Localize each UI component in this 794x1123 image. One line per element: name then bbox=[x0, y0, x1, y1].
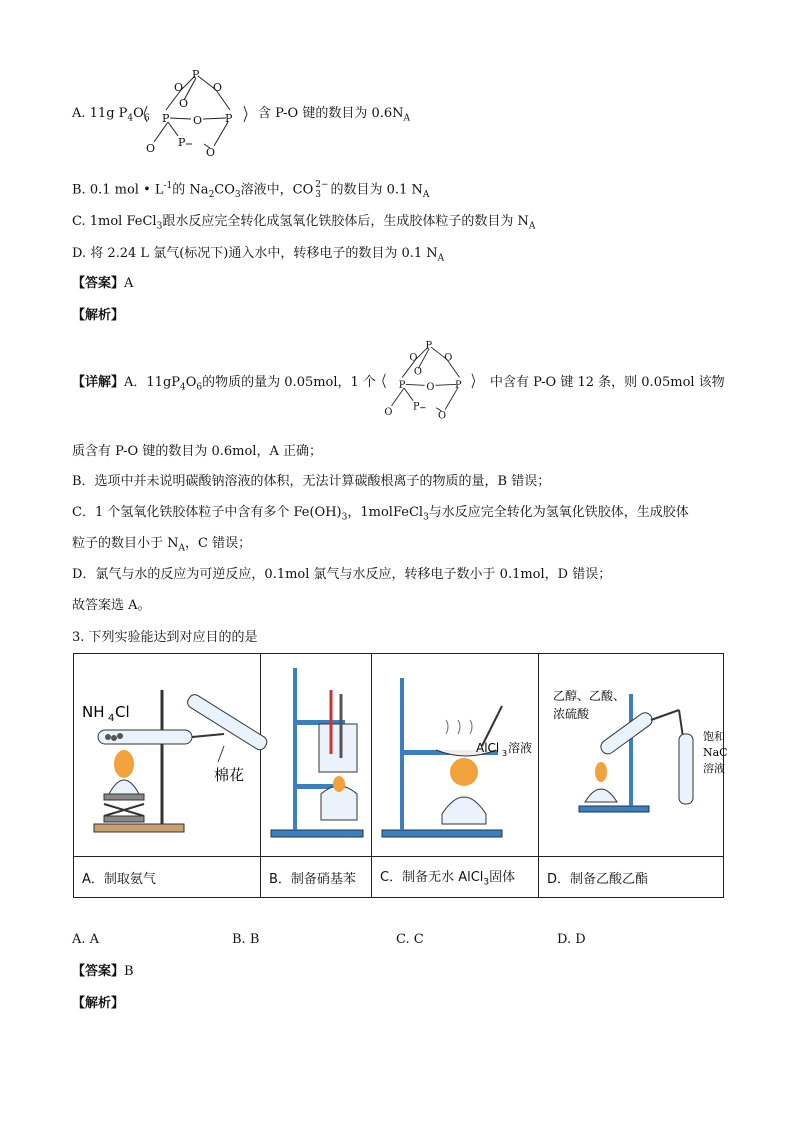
atom-o: O bbox=[174, 81, 184, 94]
text: CO bbox=[214, 182, 235, 198]
atom-o: O bbox=[179, 97, 189, 110]
sub: A bbox=[178, 543, 186, 554]
atom-o: O bbox=[384, 406, 393, 418]
atom-p: P bbox=[398, 380, 406, 392]
answer-value: B bbox=[124, 964, 134, 979]
option-c bbox=[72, 212, 535, 237]
sub: 4 bbox=[180, 382, 186, 393]
sub: A bbox=[422, 189, 430, 200]
atom-o: O bbox=[409, 352, 418, 364]
caption-b: B．制备硝基苯 bbox=[261, 857, 372, 898]
detail-a-line1-tail: 中含有 P-O 键 12 条，则 0.05mol 该物 bbox=[490, 375, 725, 390]
text: Cl bbox=[115, 703, 130, 721]
text: C．制备无水 AlCl bbox=[380, 870, 484, 886]
atom-o: O bbox=[146, 142, 156, 155]
atom-p: P bbox=[162, 112, 170, 125]
sub: 3 bbox=[483, 877, 490, 888]
q3-answer-line bbox=[72, 962, 134, 982]
answer-line bbox=[72, 274, 133, 294]
choice-b: B. B bbox=[232, 932, 260, 947]
text: D. 将 2.24 L 氯气(标况下)通入水中，转移电子的数目为 0.1 N bbox=[72, 246, 438, 261]
sub: 3 bbox=[234, 189, 241, 200]
sub: 2 bbox=[208, 189, 215, 200]
sub: 3 bbox=[315, 189, 321, 200]
atom-o: O bbox=[438, 410, 447, 422]
atom-o: O bbox=[206, 146, 216, 159]
text: 溶液 bbox=[508, 741, 533, 755]
apparatus-ethyl-acetate bbox=[539, 654, 728, 852]
text: 跟水反应完全转化成氢氧化铁胶体后，生成胶体粒子的数目为 N bbox=[162, 214, 529, 229]
answer-label: 【答案】 bbox=[72, 964, 125, 979]
label-reagents-1: 乙醇、乙酸、 bbox=[553, 689, 626, 703]
text: 的 Na bbox=[172, 182, 209, 198]
atom-p: P bbox=[413, 401, 420, 413]
choice-a: A. A bbox=[72, 932, 100, 947]
text: A．11gP bbox=[124, 375, 181, 390]
detail-c-line1 bbox=[72, 503, 689, 528]
atom-o: O bbox=[193, 114, 203, 127]
sub: A bbox=[437, 253, 445, 264]
sub: 3 bbox=[423, 512, 429, 523]
atom-p: P bbox=[225, 112, 233, 125]
text: O bbox=[133, 106, 144, 121]
apparatus-ammonia bbox=[74, 654, 260, 852]
text: 的物质的量为 0.05mol，1 个 bbox=[202, 375, 376, 390]
apparatus-nitrobenzene bbox=[261, 654, 371, 852]
label-saturated-1: 饱和 bbox=[703, 730, 725, 743]
answer-label: 【答案】 bbox=[72, 276, 125, 291]
option-a-text: A. 11g P bbox=[72, 106, 128, 121]
choice-d: D. D bbox=[557, 932, 586, 947]
text: C．1 个氢氧化铁胶体粒子中含有多个 Fe(OH) bbox=[72, 505, 342, 520]
detail-c-line2 bbox=[72, 534, 251, 559]
atom-p: P bbox=[425, 340, 433, 352]
sub: 4 bbox=[108, 713, 115, 724]
atom-o: O bbox=[213, 81, 223, 94]
label-cotton: 棉花 bbox=[214, 766, 245, 784]
sub: 6 bbox=[143, 113, 150, 124]
atom-p: P bbox=[192, 68, 200, 81]
ion-charge bbox=[315, 180, 328, 200]
label-saturated-2: NaC bbox=[703, 746, 728, 759]
label-reagents-2: 浓硫酸 bbox=[553, 707, 590, 721]
text: ，1molFeCl bbox=[347, 505, 424, 520]
q3-analysis-label: 【解析】 bbox=[72, 996, 125, 1011]
atom-o: O bbox=[444, 352, 453, 364]
sub: 6 bbox=[196, 382, 203, 393]
text: 与水反应完全转化为氢氧化铁胶体，生成胶体 bbox=[428, 505, 689, 520]
detail-b: B．选项中并未说明碳酸钠溶液的体积，无法计算碳酸根离子的物质的量，B 错误； bbox=[72, 474, 551, 489]
figure-d-cell bbox=[539, 654, 728, 857]
analysis-label: 【解析】 bbox=[72, 308, 125, 323]
question-3-stem: 3. 下列实验能达到对应目的的是 bbox=[72, 630, 258, 645]
detail-a-line2: 质含有 P-O 键的数目为 0.6mol，A 正确； bbox=[72, 444, 322, 459]
text: 粒子的数目小于 N bbox=[72, 536, 179, 551]
label-alcl3: AlCl bbox=[476, 741, 500, 755]
experiment-table bbox=[73, 653, 728, 898]
text: B. 0.1 mol • L bbox=[72, 182, 164, 198]
atom-o: O bbox=[413, 366, 422, 378]
choice-c: C. C bbox=[396, 932, 424, 947]
detail-label: 【详解】 bbox=[72, 375, 125, 390]
text: 溶液中，CO bbox=[240, 182, 314, 198]
label-nh4cl: NH bbox=[82, 703, 105, 721]
sub: A bbox=[403, 113, 411, 124]
caption-c bbox=[372, 857, 539, 898]
figure-c-cell bbox=[372, 654, 539, 857]
caption-a: A．制取氨气 bbox=[74, 857, 261, 898]
sub: 3 bbox=[502, 749, 508, 758]
sup: -1 bbox=[163, 181, 173, 191]
answer-value: A bbox=[124, 276, 134, 291]
atom-p: P bbox=[178, 136, 186, 149]
option-d bbox=[72, 244, 444, 269]
caption-d: D．制备乙酸乙酯 bbox=[539, 857, 724, 898]
sub: 3 bbox=[341, 512, 348, 523]
detail-d: D．氯气与水的反应为可逆反应，0.1mol 氯气与水反应，转移电子数小于 0.1mol，D 错误； bbox=[72, 567, 612, 582]
p4o6-structure-1 bbox=[138, 66, 256, 160]
label-saturated-3: 溶液 bbox=[703, 762, 725, 775]
text: 固体 bbox=[489, 870, 516, 886]
figure-b-cell bbox=[261, 654, 372, 857]
text: O bbox=[185, 375, 197, 390]
sub: 3 bbox=[156, 221, 163, 232]
atom-o: O bbox=[426, 381, 435, 393]
detail-a-line1 bbox=[72, 373, 376, 398]
text: 含 P-O 键的数目为 0.6N bbox=[258, 106, 404, 121]
option-b bbox=[72, 176, 429, 205]
text: 的数目为 0.1 N bbox=[330, 182, 423, 198]
sub: A bbox=[528, 221, 536, 232]
figure-a-cell bbox=[74, 654, 261, 857]
sub: 4 bbox=[127, 113, 134, 124]
option-a-tail bbox=[258, 104, 410, 129]
p4o6-structure-2 bbox=[372, 338, 488, 422]
sup: 2− bbox=[315, 179, 329, 190]
text: ，C 错误； bbox=[185, 536, 252, 551]
conclusion: 故答案选 A。 bbox=[72, 598, 151, 613]
text: C. 1mol FeCl bbox=[72, 214, 157, 229]
atom-p: P bbox=[455, 380, 462, 392]
apparatus-alcl3 bbox=[372, 654, 538, 852]
